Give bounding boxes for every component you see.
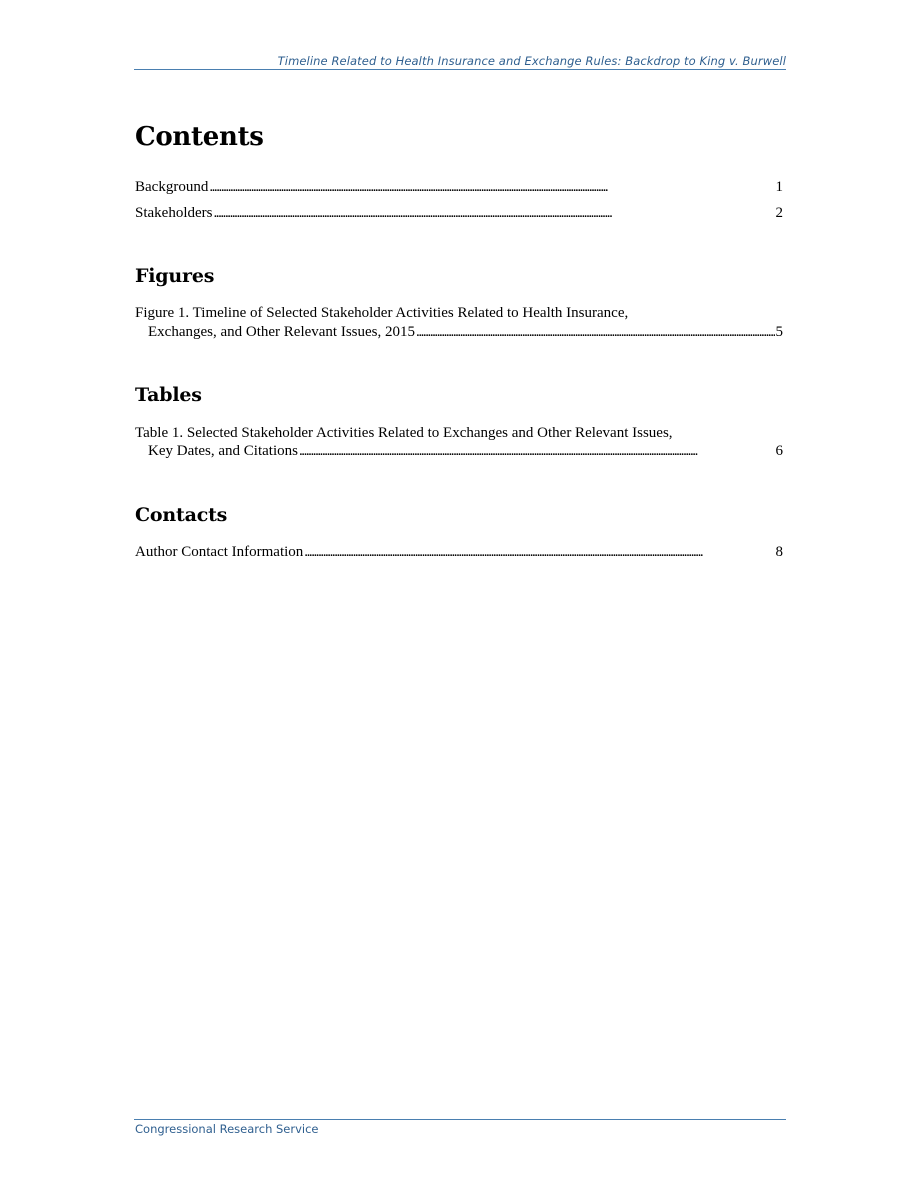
footer-rule	[134, 1119, 786, 1120]
toc-entry-label: Author Contact Information	[135, 544, 304, 560]
toc-entry-page: 2	[775, 205, 783, 221]
toc-entry-author-contact[interactable]	[135, 543, 783, 561]
page-title: Contents	[135, 122, 264, 152]
toc-entry-label: Key Dates, and Citations	[148, 443, 298, 459]
figures-heading: Figures	[135, 265, 215, 287]
running-header: Timeline Related to Health Insurance and Exchange Rules: Backdrop to King v. Burwell	[277, 54, 786, 68]
toc-entry-page: 6	[775, 443, 783, 459]
toc-entry-page: 8	[775, 544, 783, 560]
header-rule	[134, 69, 786, 70]
toc-entry-page: 1	[775, 179, 783, 195]
toc-entry-label: Background	[135, 179, 209, 195]
dot-leader	[304, 543, 774, 561]
toc-entry-background[interactable]	[135, 178, 783, 196]
contacts-heading: Contacts	[135, 504, 228, 526]
toc-entry-label: Exchanges, and Other Relevant Issues, 2015	[148, 324, 416, 340]
toc-entry-figure-1-line-1[interactable]: Figure 1. Timeline of Selected Stakeholder Activities Related to Health Insurance,	[135, 305, 629, 321]
dot-leader	[416, 323, 774, 341]
dot-leader	[209, 178, 774, 196]
toc-entry-table-1-line-1[interactable]: Table 1. Selected Stakeholder Activities Related to Exchanges and Other Relevant Issues,	[135, 425, 673, 441]
toc-entry-figure-1[interactable]	[148, 323, 783, 341]
dot-leader	[299, 442, 775, 460]
footer-organization: Congressional Research Service	[135, 1122, 319, 1136]
dot-leader	[213, 204, 774, 222]
toc-entry-table-1[interactable]	[148, 442, 783, 460]
toc-entry-stakeholders[interactable]	[135, 204, 783, 222]
tables-heading: Tables	[135, 384, 202, 406]
toc-entry-label: Stakeholders	[135, 205, 213, 221]
toc-entry-page: 5	[775, 324, 783, 340]
